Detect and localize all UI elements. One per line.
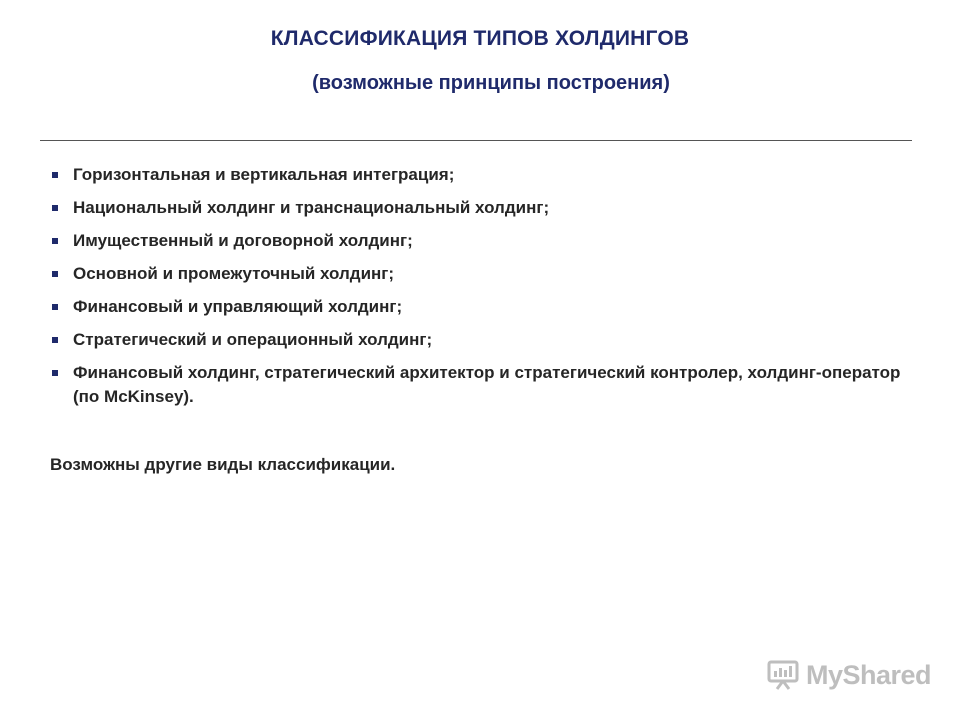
list-item-text: Национальный холдинг и транснациональный холдинг;	[73, 198, 550, 217]
list-item	[48, 229, 928, 253]
footer-note: Возможны другие виды классификации.	[50, 455, 396, 474]
list-item	[48, 163, 928, 187]
title-divider	[40, 140, 912, 141]
list-item	[48, 361, 928, 409]
slide-title: КЛАССИФИКАЦИЯ ТИПОВ ХОЛДИНГОВ	[270, 27, 690, 50]
watermark-text: MyShared	[806, 659, 932, 690]
list-item	[48, 196, 928, 220]
square-bullet-icon	[52, 337, 58, 343]
square-bullet-icon	[52, 205, 58, 211]
square-bullet-icon	[52, 370, 58, 376]
list-item	[48, 328, 928, 352]
list-item-text: Финансовый холдинг, стратегический архитектор и стратегический контролер, холдинг-оператор (по McKinsey).	[73, 363, 901, 406]
presentation-screen-icon	[766, 658, 800, 692]
list-item-text: Горизонтальная и вертикальная интеграция;	[73, 165, 455, 184]
list-item	[48, 295, 928, 319]
slide-subtitle: (возможные принципы построения)	[312, 72, 670, 94]
list-item-text: Финансовый и управляющий холдинг;	[73, 297, 403, 316]
list-item-text: Основной и промежуточный холдинг;	[73, 264, 395, 283]
square-bullet-icon	[52, 238, 58, 244]
square-bullet-icon	[52, 172, 58, 178]
square-bullet-icon	[52, 304, 58, 310]
list-item-text: Стратегический и операционный холдинг;	[73, 330, 433, 349]
square-bullet-icon	[52, 271, 58, 277]
myshared-watermark	[766, 655, 931, 695]
classification-list	[48, 163, 928, 418]
list-item	[48, 262, 928, 286]
list-item-text: Имущественный и договорной холдинг;	[73, 231, 413, 250]
